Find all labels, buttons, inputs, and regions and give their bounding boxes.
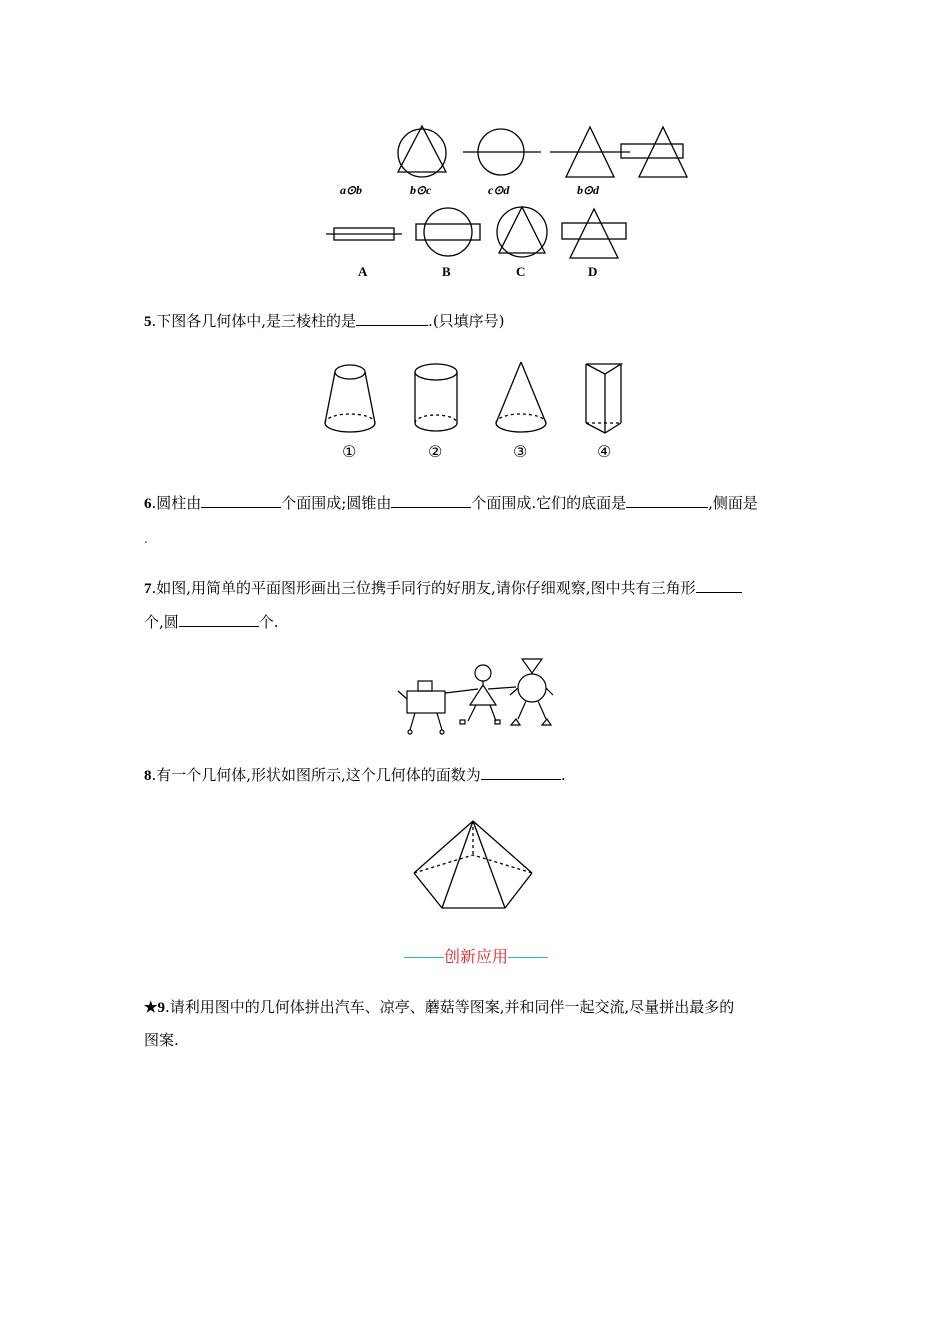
option-b-label: B [442, 264, 451, 279]
question-8 [144, 765, 566, 786]
question-6 [144, 493, 758, 514]
label-b-op-d: b⊙d [577, 183, 600, 197]
friend-circle-body [510, 659, 553, 725]
option-b-shape [416, 208, 480, 256]
answer-blank[interactable] [179, 612, 259, 627]
friend-triangle-body [460, 665, 516, 724]
question-7-line1 [144, 578, 742, 599]
question-7-text3: 个. [258, 613, 279, 631]
operation-figure-options-row [310, 200, 640, 270]
solid-4-label: ④ [597, 442, 612, 461]
question-6-number: 6 [144, 496, 152, 512]
question-7-text: .如图,用简单的平面图形画出三位携手同行的好朋友,请你仔细观察,图中共有三角形 [151, 579, 696, 597]
shape-c-op-d [463, 129, 541, 175]
solids-figure [320, 360, 640, 440]
star-icon: ★ [144, 1000, 158, 1016]
solid-1-label: ① [342, 442, 357, 461]
pentagonal-pyramid-figure [410, 815, 540, 915]
shape-b-op-d [550, 127, 630, 177]
question-5-tail: .(只填序号) [428, 312, 505, 330]
section-heading [396, 944, 556, 967]
frustum-solid [325, 365, 375, 432]
question-9-number: 9 [157, 1000, 165, 1016]
question-7-text2: 个,圆 [144, 613, 179, 631]
answer-blank[interactable] [201, 493, 281, 508]
question-6-part4: ,侧面是 [708, 494, 758, 512]
section-title: 创新应用 [443, 947, 508, 966]
option-d-shape [562, 209, 626, 258]
question-6-part1: .圆柱由 [151, 494, 202, 512]
label-a-op-b: a⊙b [340, 183, 363, 197]
shape-b-op-c [398, 126, 446, 177]
question-8-number: 8 [144, 768, 152, 784]
triangular-prism-solid [586, 364, 621, 433]
section-rule-left [404, 957, 444, 958]
question-5 [144, 311, 505, 332]
label-c-op-d: c⊙d [488, 183, 510, 197]
option-c-label: C [516, 264, 526, 279]
option-d-label: D [588, 264, 598, 279]
cone-solid [496, 362, 546, 432]
friend-robot [398, 681, 462, 734]
question-6-part3: 个面围成.它们的底面是 [471, 494, 627, 512]
question-9-line1 [144, 997, 734, 1018]
question-9-line2: 图案. [144, 1031, 179, 1049]
solid-3-label: ③ [513, 442, 528, 461]
answer-blank[interactable] [356, 311, 428, 326]
answer-blank[interactable] [391, 493, 471, 508]
question-8-text: .有一个几何体,形状如图所示,这个几何体的面数为 [151, 766, 481, 784]
solid-2-label: ② [428, 442, 443, 461]
answer-blank[interactable] [481, 765, 561, 780]
question-6-end: . [144, 533, 148, 546]
option-a-label: A [358, 264, 368, 279]
question-6-part2: 个面围成;圆锥由 [281, 494, 392, 512]
shape-a-op-b [621, 127, 687, 177]
answer-blank[interactable] [626, 493, 708, 508]
section-rule-right [508, 957, 548, 958]
question-5-text: .下图各几何体中,是三棱柱的是 [151, 312, 357, 330]
answer-blank[interactable] [696, 578, 742, 593]
option-c-shape [497, 207, 547, 257]
question-9-text: .请利用图中的几何体拼出汽车、凉亭、蘑菇等图案,并和同伴一起交流,尽量拼出最多的 [164, 998, 735, 1016]
question-7-line2 [144, 612, 279, 632]
cylinder-solid [415, 364, 457, 431]
option-a-shape [326, 228, 402, 240]
question-7-number: 7 [144, 581, 152, 597]
three-friends-figure [390, 655, 570, 740]
label-b-op-c: b⊙c [410, 183, 432, 197]
question-8-tail: . [560, 766, 566, 784]
question-5-number: 5 [144, 314, 152, 330]
